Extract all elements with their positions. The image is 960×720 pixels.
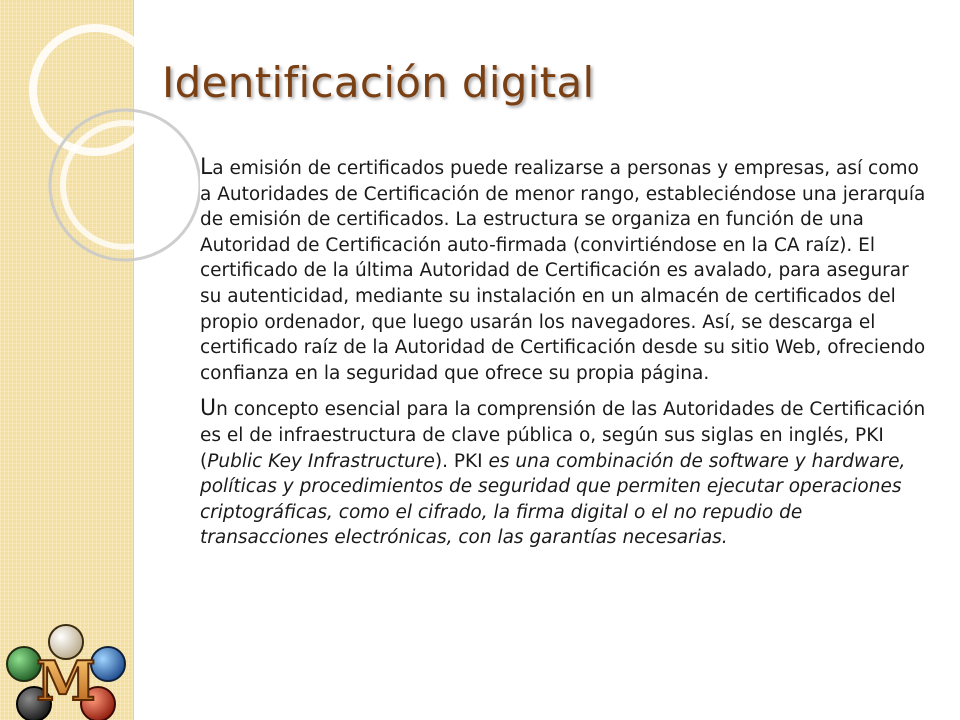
slide-body xyxy=(200,155,930,551)
pki-text-part4-italic: es una combinación de software y hardware, políticas y procedimientos de seguridad que permiten ejecutar operaciones criptográficas, como el cifrado, la firma digital o el no repudio de transacciones electrónicas, con las garantías necesarias. xyxy=(200,450,906,549)
decorative-rings xyxy=(0,0,200,320)
paragraph-certificates: La emisión de certificados puede realizarse a personas y empresas, así como a Autoridades de Certificación de menor rango, estableciéndose una jerarquía de emisión de certificados. La estructura se organiza en función de una Autoridad de Certificación auto-firmada (convirtiéndose en la CA raíz). El certificado de la última Autoridad de Certificación es avalado, para asegurar su autenticidad, mediante su instalación en un almacén de certificados del propio ordenador, que luego usarán los navegadores. Así, se descarga el certificado raíz de la Autoridad de Certificación desde su sitio Web, ofreciendo confianza en la seguridad que ofrece su propia página. xyxy=(200,155,926,384)
logo-letter: M xyxy=(36,649,96,713)
pki-text-part1: Un concepto esencial para la comprensión de las Autoridades de Certificación es el de infraestructura de clave pública o, según sus siglas en inglés, PKI ( xyxy=(200,396,926,472)
magic-logo-icon xyxy=(0,612,132,720)
pki-text-part3: ). PKI xyxy=(434,450,489,472)
pki-text-part2-italic: Public Key Infrastructure xyxy=(207,450,435,472)
slide-title: Identificación digital xyxy=(162,58,595,107)
paragraph-pki xyxy=(200,396,930,551)
